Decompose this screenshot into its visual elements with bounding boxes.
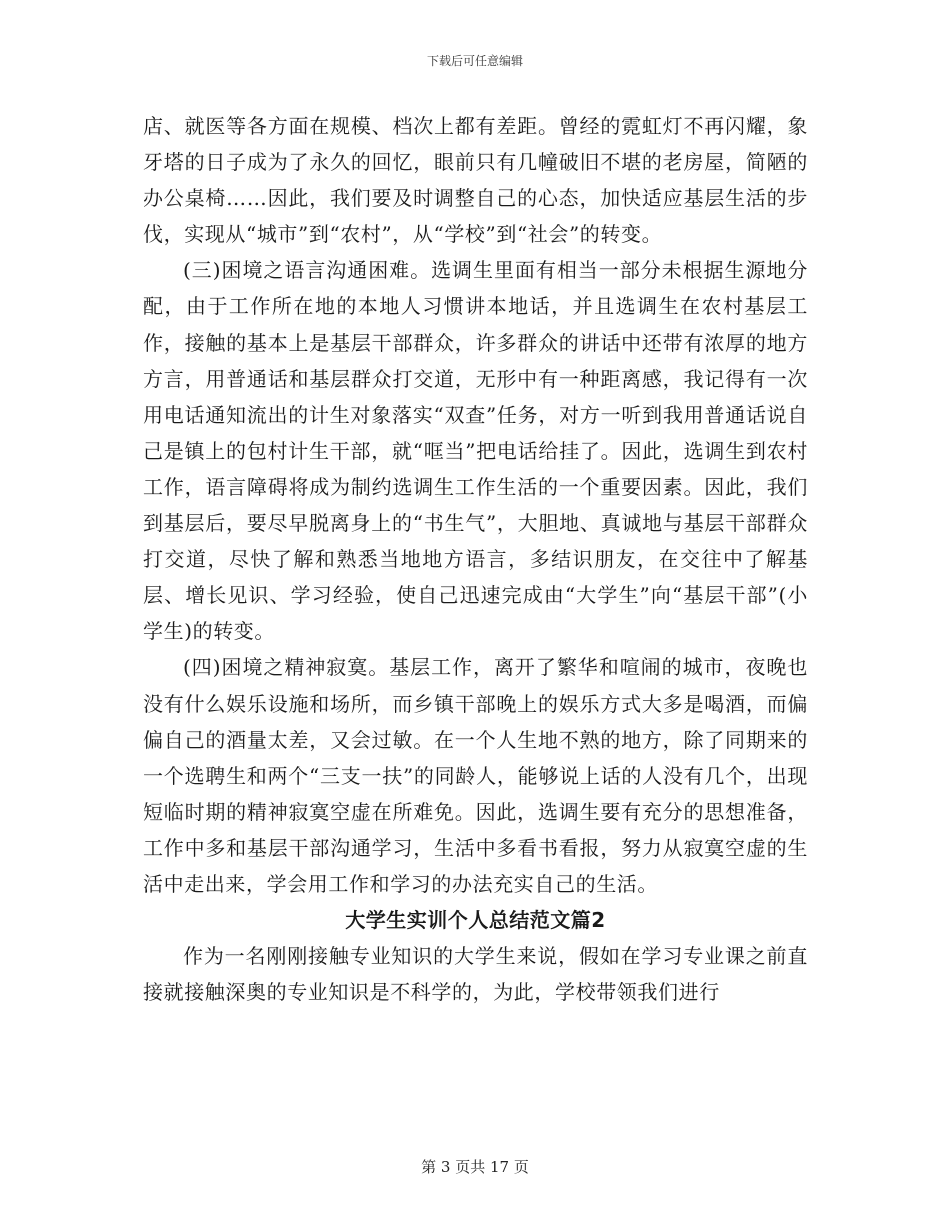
paragraph-language-difficulty: (三)困境之语言沟通困难。选调生里面有相当一部分未根据生源地分配，由于工作所在地的本地人习惯讲本地话，并且选调生在农村基层工作，接触的基本上是基层干部群众，许多群众的讲话中还带有浓厚的地方方言，用普通话和基层群众打交道，无形中有一种距离感，我记得有一次用电话通知流出的计生对象落实“双查”任务，对方一听到我用普通话说自己是镇上的包村计生干部，就“哐当”把电话给挂了。因此，选调生到农村工作，语言障碍将成为制约选调生工作生活的一个重要因素。因此，我们到基层后，要尽早脱离身上的“书生气”，大胆地、真诚地与基层干部群众打交道，尽快了解和熟悉当地地方语言，多结识朋友，在交往中了解基层、增长见识、学习经验，使自己迅速完成由“大学生”向“基层干部”(小学生)的转变。 [143, 258, 808, 644]
page-number: 第 3 页共 17 页 [421, 1158, 529, 1176]
paragraph-spiritual-loneliness: (四)困境之精神寂寞。基层工作，离开了繁华和喧闹的城市，夜晚也没有什么娱乐设施和场所，而乡镇干部晚上的娱乐方式大多是喝酒，而偏偏自己的酒量太差，又会过敏。在一个人生地不熟的地方，除了同期来的一个选聘生和两个“三支一扶”的同龄人，能够说上话的人没有几个，出现短临时期的精神寂寞空虚在所难免。因此，选调生要有充分的思想准备，工作中多和基层干部沟通学习，生活中多看书看报，努力从寂寞空虚的生活中走出来，学会用工作和学习的办法充实自己的生活。 [143, 655, 808, 896]
page-header: 下载后可任意编辑 [426, 54, 523, 68]
document-body [143, 108, 808, 1010]
section-title: 大学生实训个人总结范文篇2 [345, 908, 606, 933]
paragraph-continuation: 店、就医等各方面在规模、档次上都有差距。曾经的霓虹灯不再闪耀，象牙塔的日子成为了永久的回忆，眼前只有几幢破旧不堪的老房屋，简陋的办公桌椅……因此，我们要及时调整自己的心态，加快适应基层生活的步伐，实现从“城市”到“农村”，从“学校”到“社会”的转变。 [143, 114, 808, 247]
paragraph-section2-intro: 作为一名刚刚接触专业知识的大学生来说，假如在学习专业课之前直接就接触深奥的专业知识是不科学的，为此，学校带领我们进行 [143, 944, 808, 1005]
